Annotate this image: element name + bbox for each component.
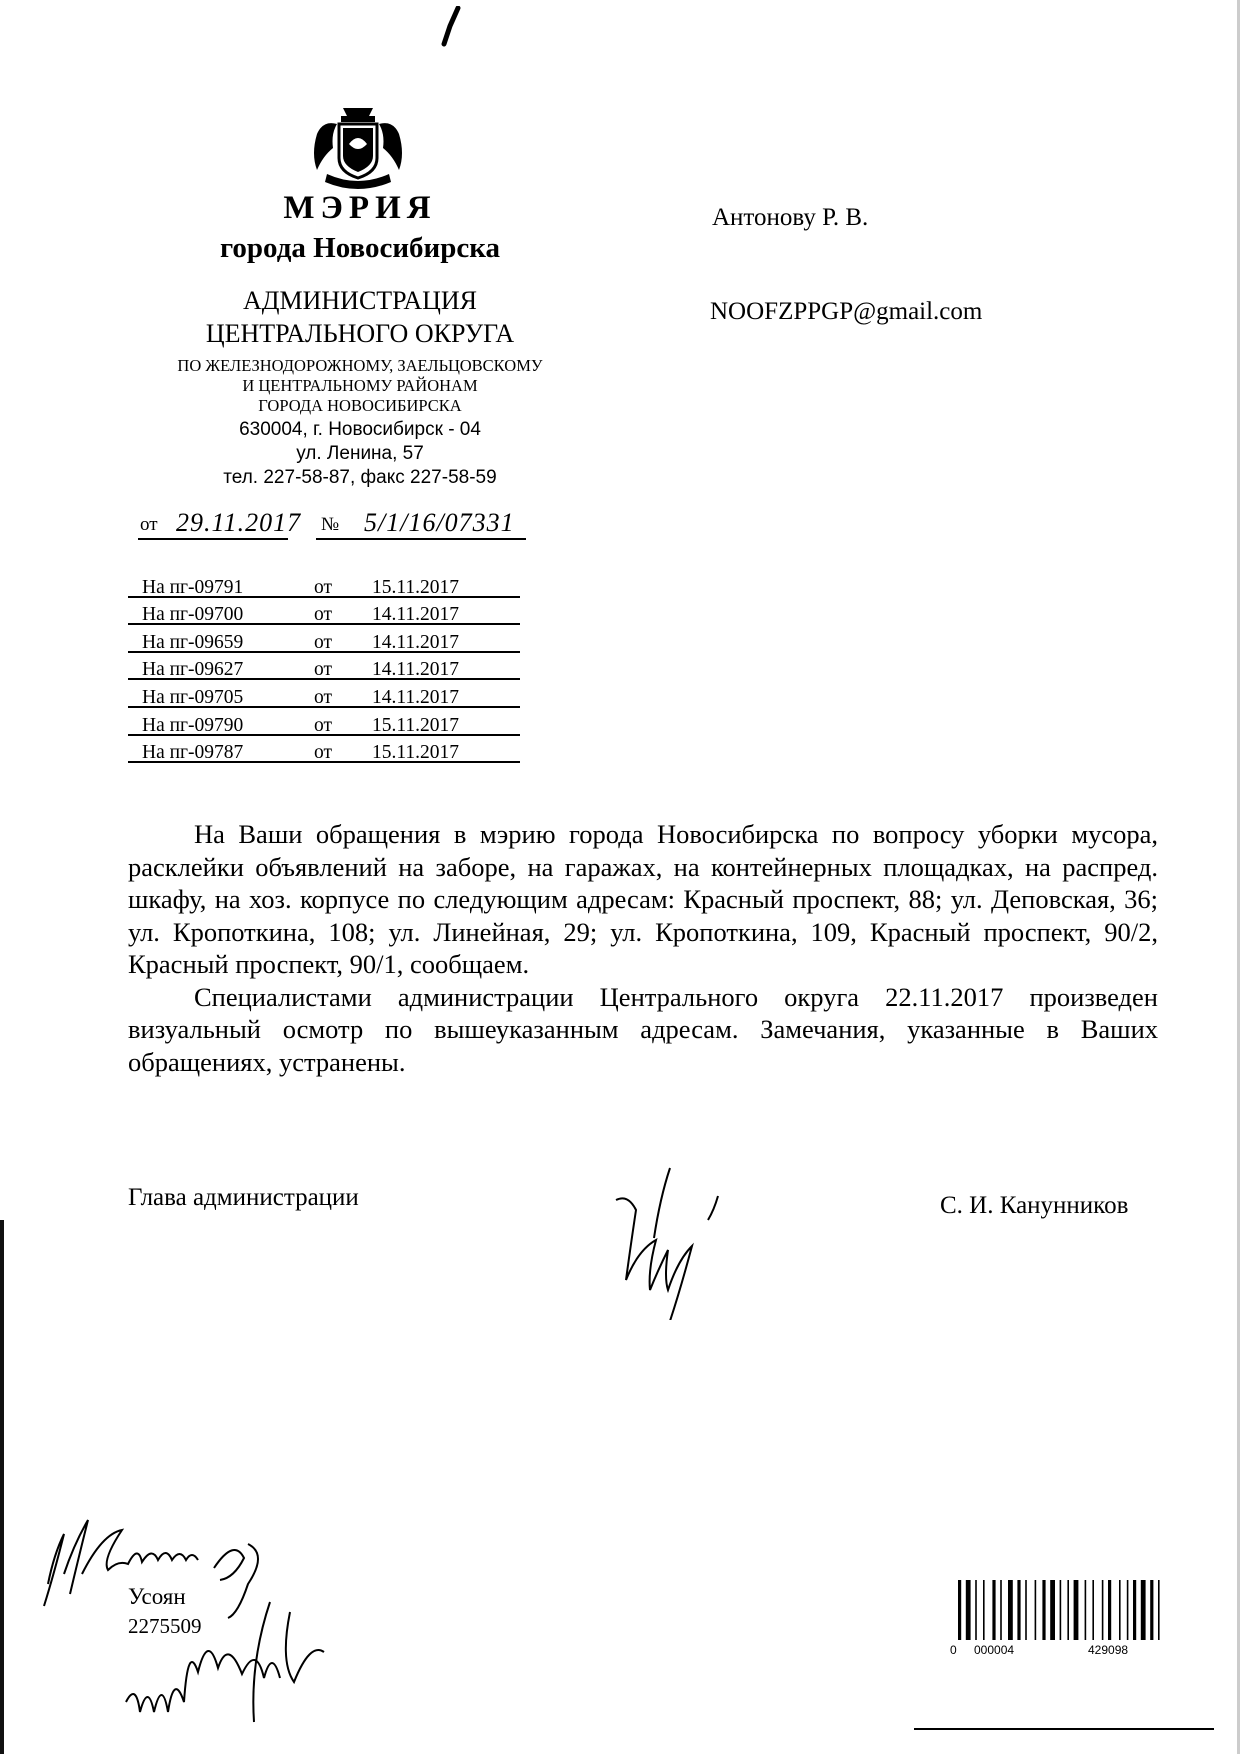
request-from: от [314,742,333,764]
body-paragraph: На Ваши обращения в мэрию города Новосибирска по вопросу уборки мусора, расклейки объявлений на заборе, на гаражах, на контейнерных площадках, на распред. шкафу, на хоз. корпусе по следующим адресам: Красный проспект, 88; ул. Деповская, 36; ул. Кропоткина, 108; ул. Линейная, 29; ул. Кропоткина, 109, Красный проспект, 90/2, Красный проспект, 90/1, сообщаем. [128,819,1158,979]
pen-mark [436,6,466,48]
table-row [128,598,520,626]
table-row [128,736,520,764]
request-from: от [314,686,333,708]
request-from: от [314,659,333,681]
office-address [150,418,570,490]
table-row [128,680,520,708]
district-title: ЦЕНТРАЛЬНОГО ОКРУГА [205,319,515,348]
request-ref: На пг-09659 [142,631,244,653]
date-underline [138,538,288,540]
body-paragraph: Специалистами администрации Центрального округа 22.11.2017 произведен визуальный осмотр по вышеуказанным адресам. Замечания, указанные в Ваших обращениях, устранены. [128,981,1158,1077]
request-from: от [314,604,333,626]
scan-edge-left [0,1220,4,1754]
signatory-name: С. И. Канунников [940,1192,1129,1219]
barcode-digit: 0 [950,1643,957,1657]
district-line: ПО ЖЕЛЕЗНОДОРОЖНОМУ, ЗАЕЛЬЦОВСКОМУ [177,356,543,375]
executor-phone: 2275509 [128,1614,202,1638]
executor-name: Усоян [128,1584,186,1609]
street-address: ул. Ленина, 57 [296,443,424,464]
request-date: 14.11.2017 [372,604,460,626]
request-date: 14.11.2017 [372,686,460,708]
number-label: № [321,514,340,535]
request-ref: На пг-09790 [142,714,244,736]
request-from: от [314,576,333,598]
district-line: И ЦЕНТРАЛЬНОМУ РАЙОНАМ [242,376,478,395]
request-ref: На пг-09627 [142,659,244,681]
request-from: от [314,714,333,736]
recipient-name: Антонову Р. В. [712,204,869,231]
district-description [120,356,600,416]
administration-title: АДМИНИСТРАЦИЯ [243,286,477,315]
request-ref: На пг-09700 [142,604,244,626]
mayor-office-title: МЭРИЯ [283,190,437,226]
handwritten-signature [606,1160,746,1320]
barcode-digits: 429098 [1088,1643,1129,1657]
table-row [128,625,520,653]
request-date: 14.11.2017 [372,631,460,653]
request-date: 14.11.2017 [372,659,460,681]
table-row [128,653,520,681]
barcode-digits: 000004 [974,1643,1015,1657]
divider-line [914,1728,1214,1730]
recipient-email: NOOFZPPGP@gmail.com [710,298,983,325]
request-from: от [314,631,333,653]
request-date: 15.11.2017 [372,742,460,764]
outgoing-number: 5/1/16/07331 [364,508,515,537]
letter-body [128,818,1158,1078]
request-date: 15.11.2017 [372,714,460,736]
handwritten-note [120,1592,330,1740]
document-barcode [948,1574,1188,1658]
number-underline [316,538,526,540]
request-ref: На пг-09705 [142,686,244,708]
table-row [128,570,520,598]
district-line: ГОРОДА НОВОСИБИРСКА [258,396,462,415]
outgoing-date: 29.11.2017 [176,508,302,537]
table-row [128,708,520,736]
signatory-title: Глава администрации [128,1184,359,1211]
request-references [128,570,520,763]
request-date: 15.11.2017 [372,576,460,598]
from-label: от [140,514,158,535]
phone-fax: тел. 227-58-87, факс 227-58-59 [223,467,497,488]
request-ref: На пг-09791 [142,576,244,598]
request-ref: На пг-09787 [142,742,244,764]
city-coat-of-arms-icon [313,104,403,190]
outgoing-reference [138,504,526,540]
postal-address: 630004, г. Новосибирск - 04 [239,419,481,440]
city-title: города Новосибирска [219,232,501,264]
